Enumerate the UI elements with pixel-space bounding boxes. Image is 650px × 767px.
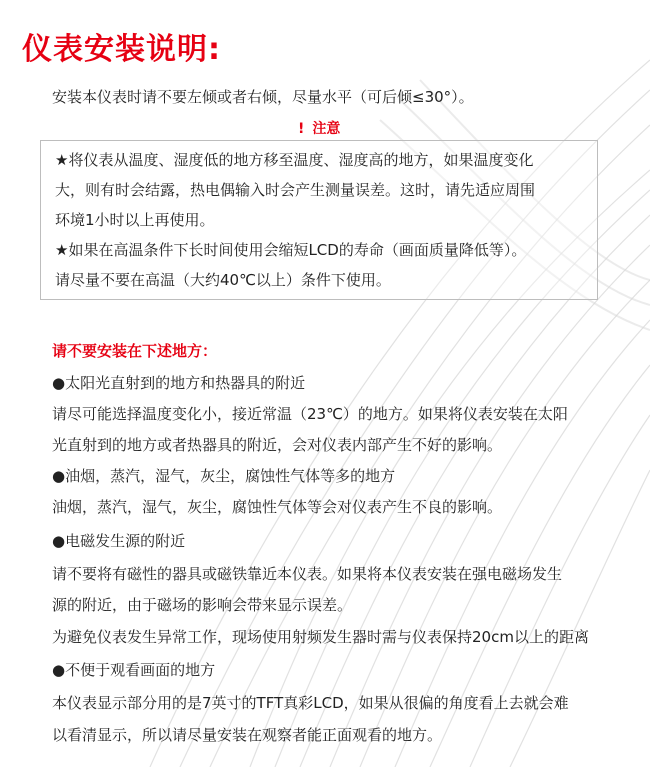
body-line: ●电磁发生源的附近	[52, 532, 186, 550]
body-line: 请尽可能选择温度变化小，接近常温（23℃）的地方。如果将仪表安装在太阳	[52, 405, 568, 423]
page-title: 仪表安装说明:	[22, 32, 221, 67]
body-line: ●太阳光直射到的地方和热器具的附近	[52, 374, 306, 392]
body-line: 为避免仪表发生异常工作，现场使用射频发生器时需与仪表保持20cm以上的距离	[52, 628, 589, 646]
notice-heading	[298, 118, 340, 138]
body-line: 以看清显示，所以请尽量安装在观察者能正面观看的地方。	[52, 726, 443, 744]
body-line: ●油烟，蒸汽，湿气，灰尘，腐蚀性气体等多的地方	[52, 467, 396, 485]
body-line: 油烟，蒸汽，湿气，灰尘，腐蚀性气体等会对仪表产生不良的影响。	[52, 498, 503, 516]
body-line: 本仪表显示部分用的是7英寸的TFT真彩LCD，如果从很偏的角度看上去就会难	[52, 694, 569, 712]
caution-line: ★如果在高温条件下长时间使用会缩短LCD的寿命（画面质量降低等）。	[55, 241, 527, 259]
caution-line: 大，则有时会结露，热电偶输入时会产生测量误差。这时，请先适应周围	[55, 181, 536, 199]
exclamation-icon: !	[298, 121, 305, 137]
caution-line: 请尽量不要在高温（大约40℃以上）条件下使用。	[55, 271, 391, 289]
caution-line: 环境1小时以上再使用。	[55, 211, 215, 229]
body-line: 请不要将有磁性的器具或磁铁靠近本仪表。如果将本仪表安装在强电磁场发生	[52, 565, 563, 583]
caution-line: ★将仪表从温度、湿度低的地方移至温度、湿度高的地方，如果温度变化	[55, 151, 534, 169]
body-line: 源的附近，由于磁场的影响会带来显示误差。	[52, 596, 353, 614]
body-line: 光直射到的地方或者热器具的附近，会对仪表内部产生不好的影响。	[52, 436, 503, 454]
section-title: 请不要安装在下述地方：	[52, 342, 218, 360]
caution-box	[40, 140, 598, 300]
body-line: ●不便于观看画面的地方	[52, 661, 216, 679]
notice-label: 注意	[312, 121, 341, 137]
intro-text: 安装本仪表时请不要左倾或者右倾，尽量水平（可后倾≤30°）。	[52, 88, 474, 106]
